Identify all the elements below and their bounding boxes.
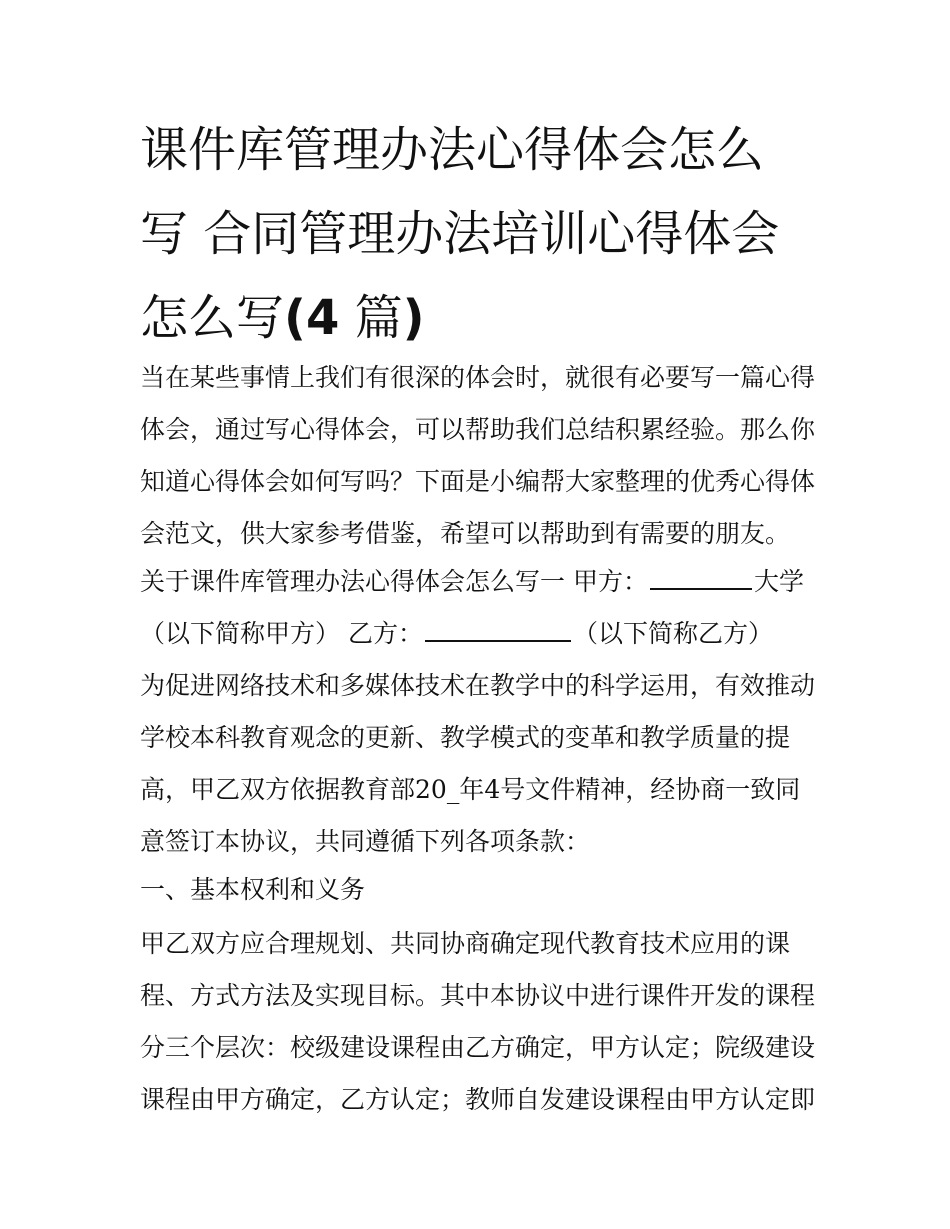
party-line [140, 608, 830, 660]
party-line-suffix: （以下简称乙方） [572, 619, 773, 648]
section-heading: 一、基本权利和义务 [140, 875, 366, 904]
section-line-1: 甲乙双方应合理规划、共同协商确定现代教育技术应用的课 [140, 929, 791, 958]
title-line-2: 写 合同管理办法培训心得体会 [140, 206, 780, 262]
section-line-2: 程、方式方法及实现目标。其中本协议中进行课件开发的课程 [140, 981, 816, 1010]
contract-heading-line [140, 556, 830, 608]
body-line-4: 会范文，供大家参考借鉴，希望可以帮助到有需要的朋友。 [140, 519, 791, 548]
contract-heading-prefix: 关于课件库管理办法心得体会怎么写一 甲方： [140, 567, 648, 596]
section-line-4: 课程由甲方确定，乙方认定；教师自发建设课程由甲方认定即 [140, 1085, 816, 1114]
title-line-3-mid: 篇 [339, 290, 403, 346]
contract-heading-suffix: 大学 [753, 567, 804, 596]
party-b-blank [425, 620, 571, 642]
section-line-3: 分三个层次：校级建设课程由乙方确定，甲方认定；院级建设 [140, 1033, 816, 1062]
document-title [140, 108, 830, 360]
party-a-blank [650, 568, 752, 590]
body-line-2: 体会，通过写心得体会，可以帮助我们总结积累经验。那么你 [140, 415, 816, 444]
title-line-3-end: ) [402, 290, 425, 346]
intro-line-2: 学校本科教育观念的更新、教学模式的变革和教学质量的提 [140, 723, 791, 752]
title-line-3-bold: (4 [284, 290, 340, 346]
title-line-1: 课件库管理办法心得体会怎么 [140, 122, 765, 178]
title-line-3-prefix: 怎么写 [140, 290, 285, 346]
intro-line-3: 高，甲乙双方依据教育部20_年4号文件精神，经协商一致同 [140, 775, 801, 804]
intro-line-1: 为促进网络技术和多媒体技术在教学中的科学运用，有效推动 [140, 671, 816, 700]
body-line-3: 知道心得体会如何写吗？下面是小编帮大家整理的优秀心得体 [140, 467, 816, 496]
body-line-1: 当在某些事情上我们有很深的体会时，就很有必要写一篇心得 [140, 363, 816, 392]
party-line-prefix: （以下简称甲方） 乙方： [140, 619, 423, 648]
intro-line-4: 意签订本协议，共同遵循下列各项条款： [140, 827, 591, 856]
